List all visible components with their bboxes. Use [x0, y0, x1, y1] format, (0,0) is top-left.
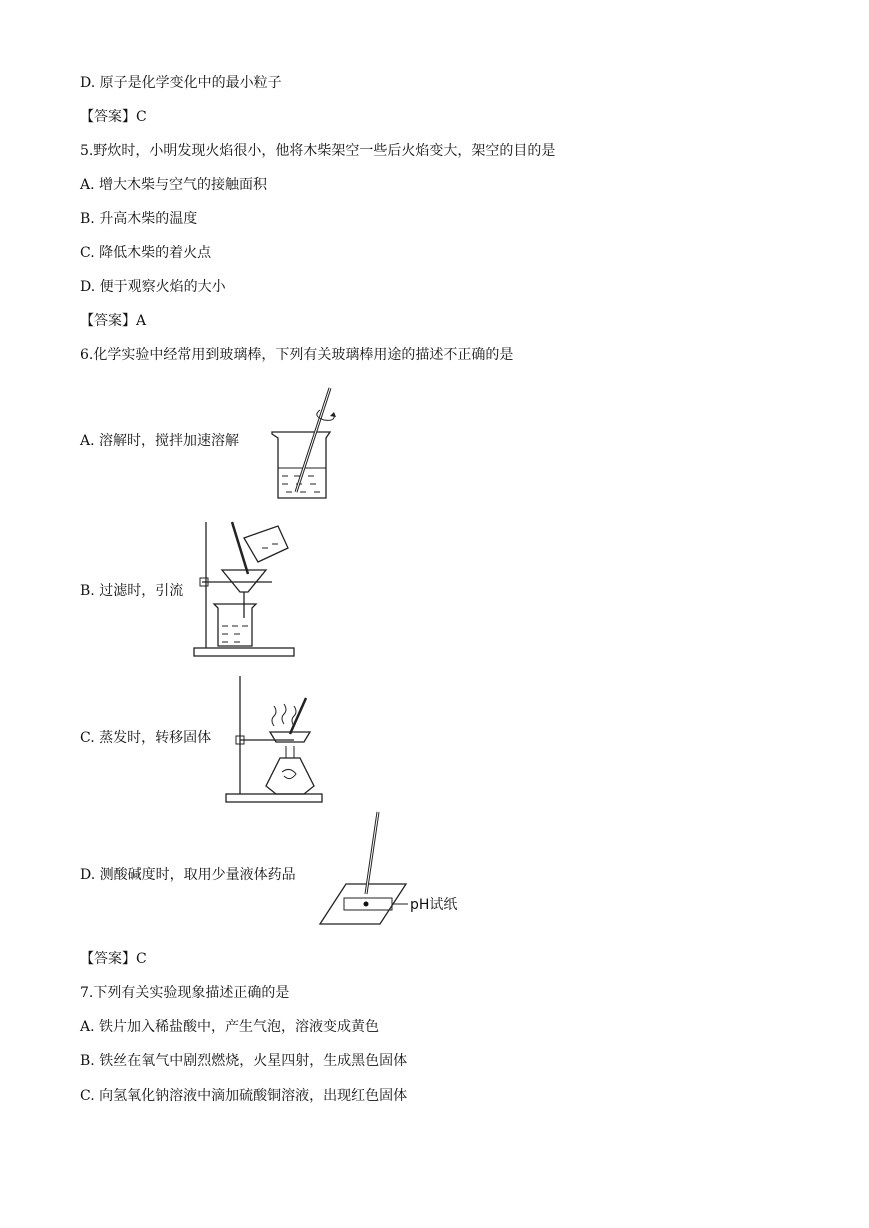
- evaporation-figure: [226, 676, 326, 804]
- ph-test-figure: [318, 812, 468, 928]
- q6-option-a: A. 溶解时，搅拌加速溶解: [80, 433, 240, 449]
- q7-option-c: C. 向氢氧化钠溶液中滴加硫酸铜溶液，出现红色固体: [80, 1088, 408, 1104]
- q6-option-c: C. 蒸发时，转移固体: [80, 730, 212, 746]
- q5-option-d: D. 便于观察火焰的大小: [80, 279, 226, 295]
- question-6: 6.化学实验中经常用到玻璃棒，下列有关玻璃棒用途的描述不正确的是: [80, 347, 514, 363]
- q5-option-b: B. 升高木柴的温度: [80, 211, 198, 227]
- q5-option-a: A. 增大木柴与空气的接触面积: [80, 177, 268, 193]
- answer-4: 【答案】C: [80, 109, 147, 125]
- q6-option-d: D. 测酸碱度时，取用少量液体药品: [80, 867, 296, 883]
- q4-option-d: D. 原子是化学变化中的最小粒子: [80, 75, 282, 91]
- answer-5: 【答案】A: [80, 313, 147, 329]
- stirring-beaker-figure: [268, 382, 348, 502]
- question-7: 7.下列有关实验现象描述正确的是: [80, 985, 290, 1001]
- answer-6: 【答案】C: [80, 951, 147, 967]
- ph-paper-label: pH试纸: [410, 897, 458, 913]
- filtration-figure: [192, 518, 302, 658]
- q5-option-c: C. 降低木柴的着火点: [80, 245, 212, 261]
- question-5: 5.野炊时，小明发现火焰很小，他将木柴架空一些后火焰变大，架空的目的是: [80, 143, 556, 159]
- q7-option-a: A. 铁片加入稀盐酸中，产生气泡，溶液变成黄色: [80, 1019, 380, 1035]
- q6-option-b: B. 过滤时，引流: [80, 583, 184, 599]
- q7-option-b: B. 铁丝在氧气中剧烈燃烧，火星四射，生成黑色固体: [80, 1053, 408, 1069]
